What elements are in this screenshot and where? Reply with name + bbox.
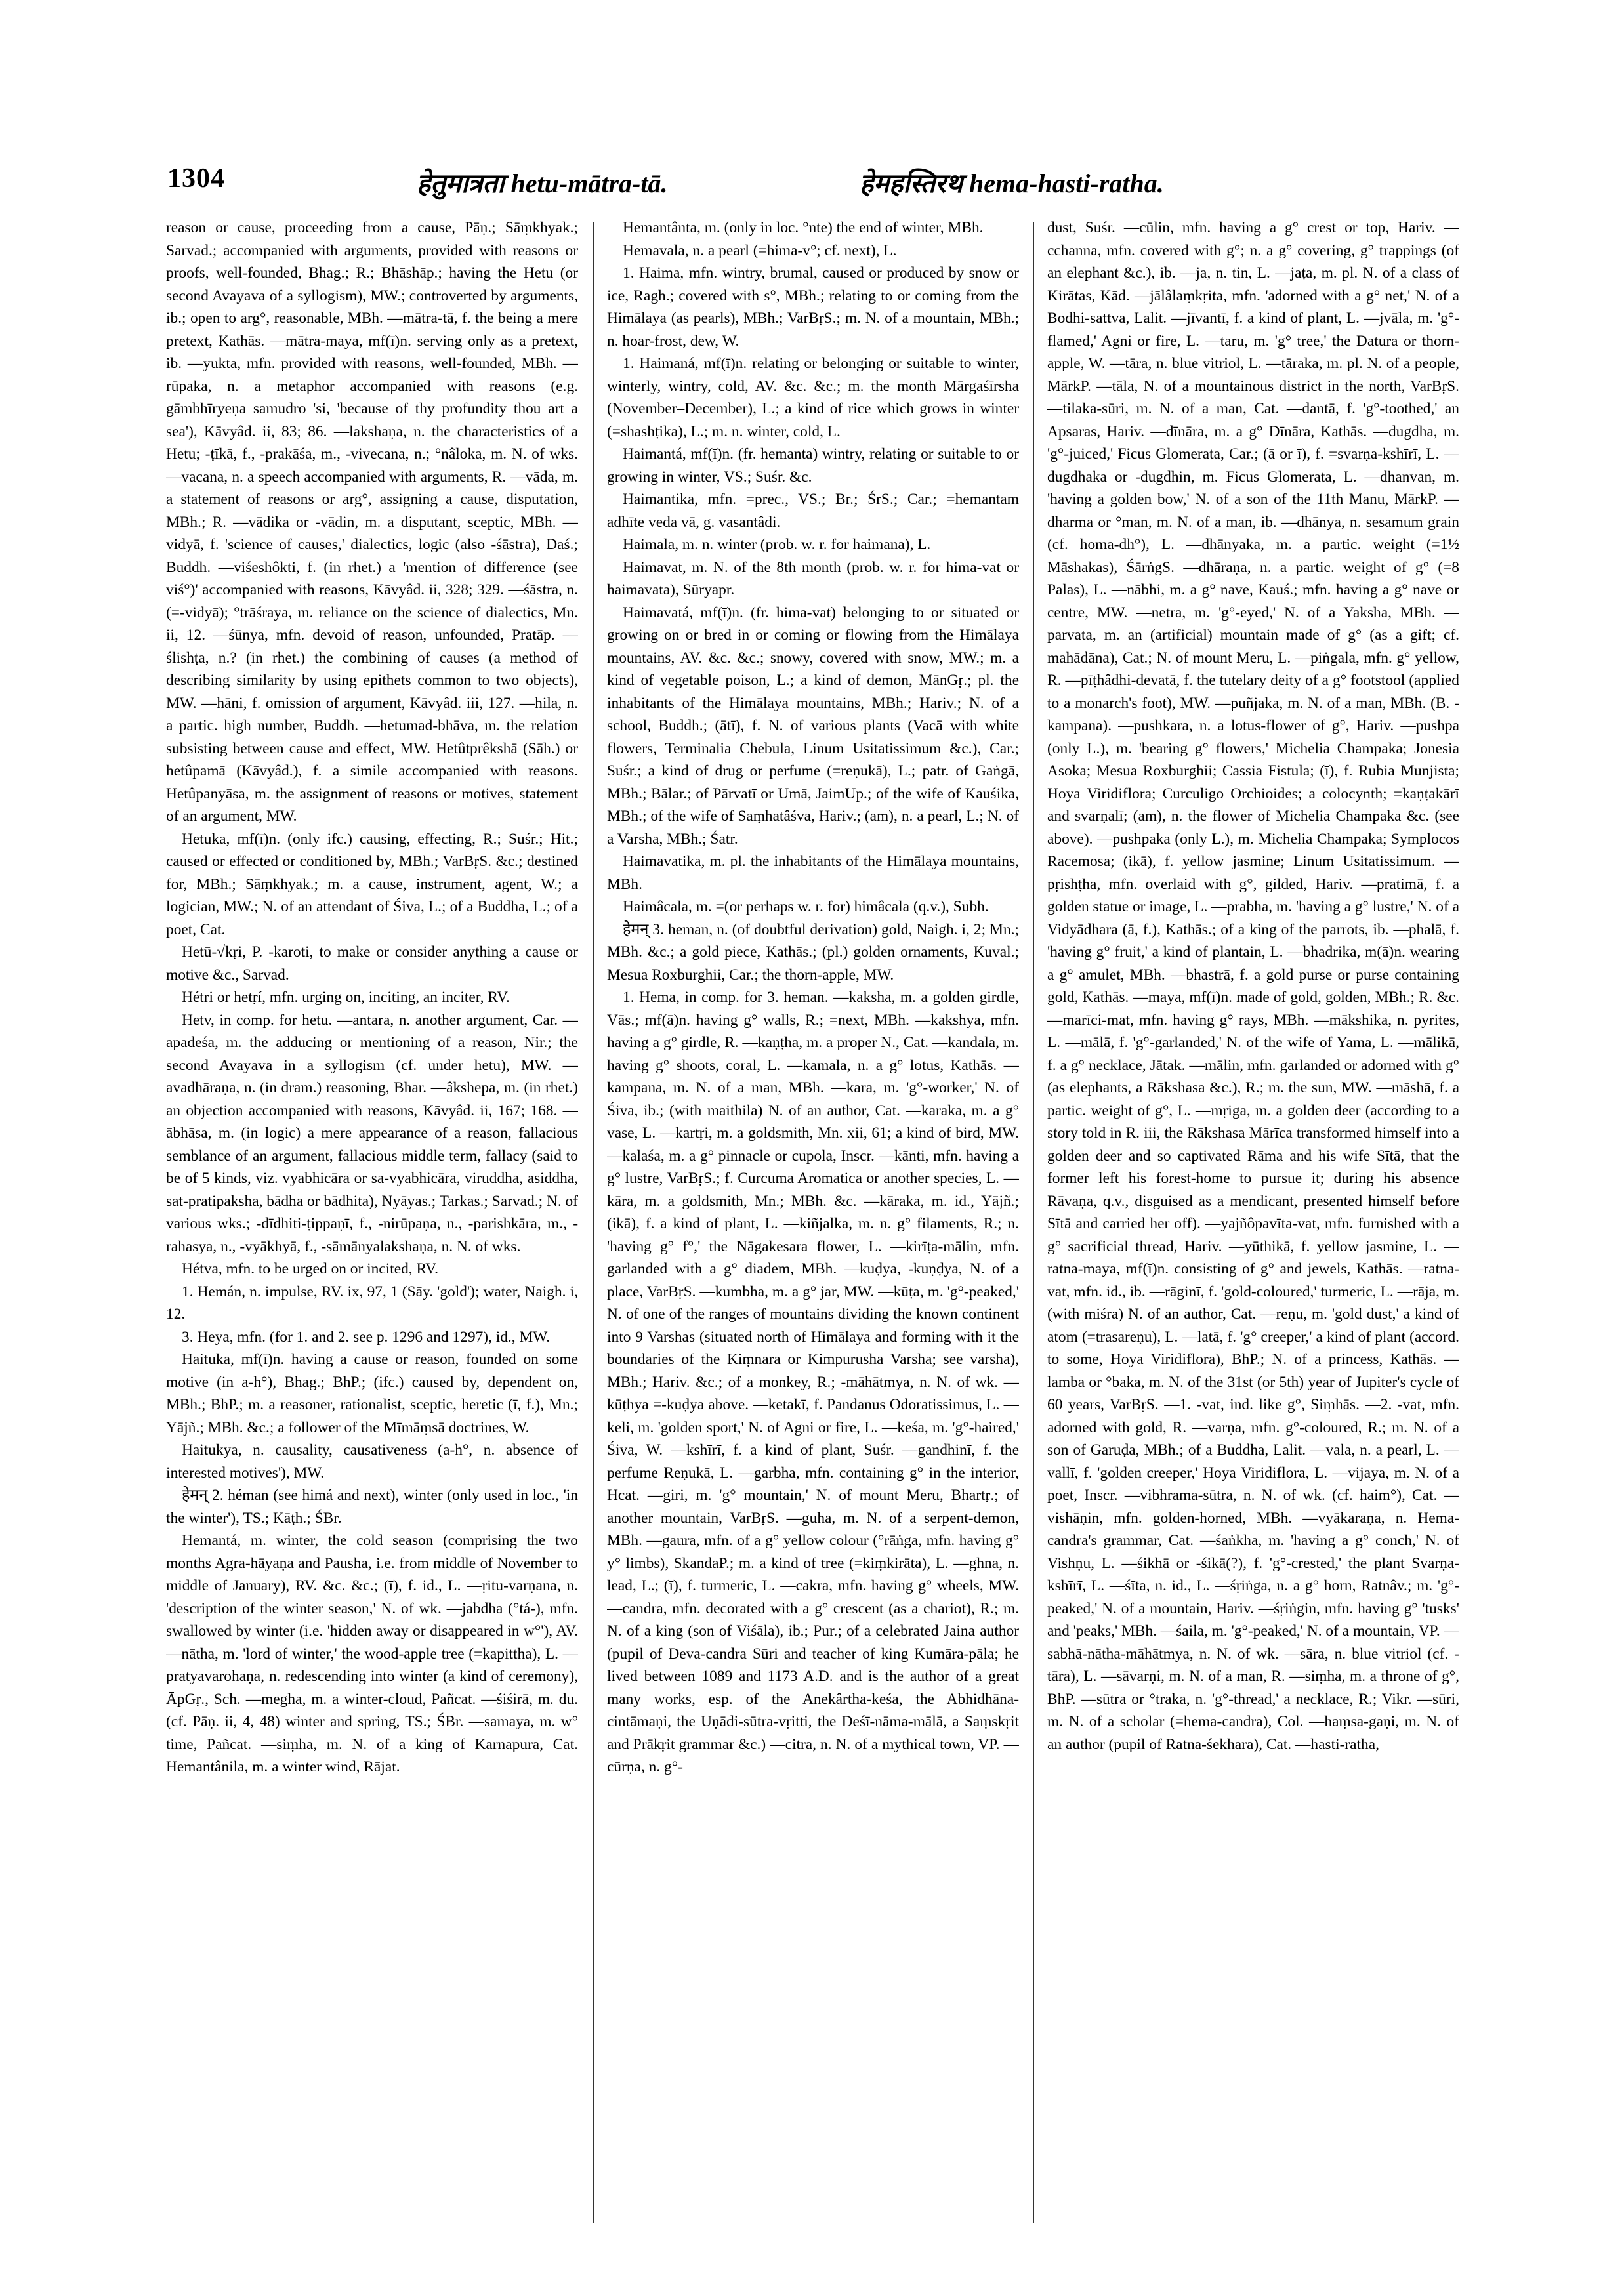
column-2	[607, 217, 1019, 2224]
page-number: 1304	[167, 163, 225, 194]
dictionary-entry: 1. Hemán, n. impulse, RV. ix, 97, 1 (Sāy. 'gold'); water, Naigh. i, 12.	[166, 1283, 578, 1323]
dictionary-entry: dust, Suśr. —cūlin, mfn. having a g° crest or top, Hariv. —cchanna, mfn. covered with g°; n. a g° covering, g° trappings (of an elephant &c.), ib. —ja, n. tin, L. —jaṭa, m. pl. N. of a class of Kirātas, Kād. —jālâlaṃkṛita, mfn. 'adorned with a g° net,' N. of a Bodhi-sattva, Lalit. —jīvantī, f. a kind of plant, L. —jvāla, m. 'g°-flamed,' Agni or fire, L. —taru, m. 'g° tree,' the Datura or thorn-apple, W. —tāra, n. blue vitriol, L. —tāraka, m. pl. N. of a people, MārkP. —tāla, N. of a mountainous district in the north, VarBṛS. —tilaka-sūri, m. N. of a man, Cat. —dantā, f. 'g°-toothed,' an Apsaras, Hariv. —dīnāra, m. a g° Dīnāra, Kathās. —dugdha, m. 'g°-juiced,' Ficus Glomerata, Car.; (ā or ī), f. =svarṇa-kshīrī, L. —dugdhaka or -dugdhin, m. Ficus Glomerata, L. —dhanvan, m. 'having a golden bow,' N. of a son of the 11th Manu, MārkP. —dharma or °man, m. N. of a man, ib. —dhānya, n. sesamum grain (cf. homa-dh°), L. —dhānyaka, m. a partic. weight (=1½ Māshakas), ŚārṅgS. —dhāraṇa, n. a partic. weight of g° (=8 Palas), L. —nābhi, m. a g° nave, Kauś.; mfn. having a g° nave or centre, MW. —netra, m. 'g°-eyed,' N. of a Yaksha, MBh. —parvata, m. an (artificial) mountain made of g° (as a gift; cf. mahādāna), Cat.; N. of mount Meru, L. —piṅgala, mfn. g° yellow, R. —pīṭhâdhi-devatā, f. the tutelary deity of a g° footstool (applied to a monarch's foot), MW. —puñjaka, m. N. of a man, MBh. (B. -kampana). —pushkara, n. a lotus-flower of g°, Hariv. —pushpa (only L.), m. 'bearing g° flowers,' Michelia Champaka; Jonesia Asoka; Mesua Roxburghii; Cassia Fistula; (ī), f. Rubia Munjista; Hoya Viridiflora; Curculigo Orchioides; a colocynth; =kaṇṭakārī and svarṇalī; (am), n. the flower of Michelia Champaka &c. (see above). —pushpaka (only L.), m. Michelia Champaka; Symplocos Racemosa; (ikā), f. yellow jasmine; Linum Usitatissimum. —pṛishṭha, mfn. overlaid with g°, gilded, Hariv. —pratimā, f. a golden statue or image, L. —prabha, m. 'having a g° lustre,' N. of a Vidyādhara (ā, f.), Kathās.; of a king of the parrots, ib. —phalā, f. 'having g° fruit,' a kind of plantain, L. —bhadrika, m(ā)n. wearing a g° amulet, MBh. —bhastrā, f. a gold purse or purse containing gold, Kathās. —maya, mf(ī)n. made of gold, golden, MBh.; R. &c. —marīci-mat, mfn. having g° rays, MBh. —mākshika, n. pyrites, L. —mālā, f. 'g°-garlanded,' N. of the wife of Yama, L. —mālikā, f. a g° necklace, Jātak. —mālin, mfn. garlanded or adorned with g° (as elephants, a Rākshasa &c.), R.; m. the sun, MW. —māshā, f. a partic. weight of g°, L. —mṛiga, m. a golden deer (according to a story told in R. iii, the Rākshasa Mārīca transformed himself into a golden deer and so captivated Rāma and his wife Sītā, that the former left his forest-home to pursue it; during his absence Rāvaṇa, q.v., disguised as a mendicant, presented himself before Sītā and carried her off). —yajñôpavīta-vat, mfn. furnished with a g° sacrificial thread, Hariv. —yūthikā, f. yellow jasmine, L. —ratna-maya, mf(ī)n. consisting of g° and jewels, Kathās. —ratna-vat, mfn. id., ib. —rāginī, f. 'gold-coloured,' turmeric, L. —rāja, m. (with miśra) N. of an author, Cat. —reṇu, m. 'gold dust,' a kind of atom (=trasareṇu), L. —latā, f. 'g° creeper,' a kind of plant (accord. to some, Hoya Viridiflora), BhP.; N. of a princess, Kathās. —lamba or °baka, m. N. of the 31st (or 5th) year of Jupiter's cycle of 60 years, VarBṛS. —1. -vat, ind. like g°, Siṃhās. —2. -vat, mfn. adorned with gold, R. —varṇa, mfn. g°-coloured, R.; m. N. of a son of Garuḍa, MBh.; of a Buddha, Lalit. —vala, n. a pearl, L. —vallī, f. 'golden creeper,' Hoya Viridiflora, L. —vijaya, m. N. of a poet, Inscr. —vibhrama-sūtra, n. N. of wk. (cf. haim°), Cat. —vishāṇin, mfn. golden-horned, MBh. —vyākaraṇa, n. Hema-candra's grammar, Cat. —śaṅkha, m. 'having a g° conch,' N. of Vishṇu, L. —śikhā or -śikā(?), f. 'g°-crested,' the plant Svarṇa-kshīrī, L. —śīta, n. id., L. —śṛiṅga, n. a g° horn, Ratnâv.; m. 'g°-peaked,' N. of a mountain, Hariv. —śṛiṅgin, mfn. having g° 'tusks' and 'peaks,' MBh. —śaila, m. 'g°-peaked,' N. of a mountain, VP. —sabhā-nātha-māhātmya, n. N. of wk. —sāra, n. blue vitriol (cf. -tāra), L. —sāvarṇi, m. N. of a man, R. —siṃha, m. a throne of g°, BhP. —sūtra or °traka, n. 'g°-thread,' a necklace, R.; Vikr. —sūri, m. N. of a scholar (=hema-candra), Col. —haṃsa-gaṇi, m. N. of an author (pupil of Ratna-śekhara), Cat. —hasti-ratha,	[1047, 219, 1459, 1753]
dictionary-entry: Hemantá, m. winter, the cold season (comprising the two months Agra-hāyaṇa and Pausha, i.e. from middle of November to middle of January), RV. &c. &c.; (ī), f. id., L. —ṛitu-varṇana, n. 'description of the winter season,' N. of wk. —jabdha (°tá-), mfn. swallowed by winter (i.e. 'hidden away or disappeared in w°'), AV. —nātha, m. 'lord of winter,' the wood-apple tree (=kapittha), L. —pratyavarohaṇa, n. redescending into winter (a kind of ceremony), ĀpGṛ., Sch. —megha, m. a winter-cloud, Pañcat. —śiśirā, m. du. (cf. Pāṇ. ii, 4, 48) winter and spring, TS.; ŚBr. —samaya, m. w° time, Pañcat. —siṃha, m. N. of a king of Karnapura, Cat. Hemantânila, m. a winter wind, Rājat.	[166, 1532, 578, 1775]
dictionary-entry: 3. Heya, mfn. (for 1. and 2. see p. 1296 and 1297), id., MW.	[182, 1328, 551, 1346]
dictionary-entry: Hetū-√kṛi, P. -karoti, to make or consider anything a cause or motive &c., Sarvad.	[166, 943, 578, 983]
column-3	[1047, 217, 1459, 2224]
dictionary-entry: Haimantika, mfn. =prec., VS.; Br.; ŚrS.; Car.; =hemantam adhīte veda vā, g. vasantâdi.	[607, 491, 1019, 531]
dictionary-entry: 1. Hema, in comp. for 3. heman. —kaksha, m. a golden girdle, Vās.; mf(ā)n. having g° walls, R.; =next, MBh. —kakshya, mfn. having a g° girdle, R. —kaṇṭha, m. a proper N., Cat. —kandala, m. having g° shoots, coral, L. —kamala, n. a g° lotus, Kathās. —kampana, m. N. of a man, MBh. —kara, m. 'g°-worker,' N. of Śiva, ib.; (with maithila) N. of an author, Cat. —karaka, m. a g° vase, L. —kartṛi, m. a goldsmith, Mn. xii, 61; a kind of bird, MW. —kalaśa, m. a g° pinnacle or cupola, Inscr. —kānti, mfn. having a g° lustre, VarBṛS.; f. Curcuma Aromatica or another species, L. —kāra, m. a goldsmith, Mn.; MBh. &c. —kāraka, m. id., Yājñ.; (ikā), f. a kind of plant, L. —kiñjalka, m. n. g° filaments, R.; n. 'having g° f°,' the Nāgakesara flower, L. —kirīṭa-mālin, mfn. garlanded with a g° diadem, MBh. —kuḍya, -kuṇḍya, N. of a place, VarBṛS. —kumbha, m. a g° jar, MW. —kūṭa, m. 'g°-peaked,' N. of one of the ranges of mountains dividing the known continent into 9 Varshas (situated north of Himālaya and forming with it the boundaries of the Kiṃnara or Kimpurusha Varsha; see varsha), MBh.; Hariv. &c.; of a monkey, R.; -māhātmya, n. N. of wk. —kūṭhya =-kuḍya above. —ketakī, f. Pandanus Odoratissimus, L. —keli, m. 'golden sport,' N. of Agni or fire, L. —keśa, m. 'g°-haired,' Śiva, W. —kshīrī, f. a kind of plant, Suśr. —gandhinī, f. the perfume Reṇukā, L. —garbha, mfn. containing g° in the interior, Hcat. —giri, m. 'g° mountain,' N. of mount Meru, Bhartṛ.; of another mountain, VarBṛS. —guha, m. N. of a serpent-demon, MBh. —gaura, mfn. of a g° yellow colour (°rāṅga, mfn. having g° y° limbs), SkandaP.; m. a kind of tree (=kiṃkirāta), L. —ghna, n. lead, L.; (ī), f. turmeric, L. —cakra, mfn. having g° wheels, MW. —candra, mfn. decorated with a g° crescent (as a chariot), R.; m. N. of a king (son of Viśāla), ib.; Pur.; of a celebrated Jaina author (pupil of Deva-candra Sūri and teacher of king Kumāra-pāla; he lived between 1089 and 1173 A.D. and is the author of a great many works, esp. of the Anekârtha-keśa, the Abhidhāna-cintāmaṇi, the Uṇādi-sūtra-vṛitti, the Deśī-nāma-mālā, a Saṃskṛit and Prākṛit grammar &c.) —citra, n. N. of a mythical town, VP. —cūrṇa, n. g°-	[607, 989, 1019, 1775]
dictionary-entry: Hemantânta, m. (only in loc. °nte) the end of winter, MBh.	[623, 219, 984, 236]
dictionary-entry: Haimantá, mf(ī)n. (fr. hemanta) wintry, relating or suitable to or growing in winter, VS.; Suśr. &c.	[607, 445, 1019, 486]
dictionary-entry: Haitukya, n. causality, causativeness (a-h°, n. absence of interested motives'), MW.	[166, 1441, 578, 1481]
dictionary-entry: Haimavat, m. N. of the 8th month (prob. w. r. for hima-vat or haimavata), Sūryapr.	[607, 558, 1019, 598]
dictionary-entry: reason or cause, proceeding from a cause, Pāṇ.; Sāṃkhyak.; Sarvad.; accompanied with arguments, provided with reasons or proofs, well-founded, Bhag.; R.; Bhāshāp.; having the Hetu (or second Avayava of a syllogism), MW.; controverted by arguments, ib.; open to arg°, reasonable, MBh. —mātra-tā, f. the being a mere pretext, Kathās. —mātra-maya, mf(ī)n. serving only as a pretext, ib. —yukta, mfn. provided with reasons, well-founded, MBh. —rūpaka, n. a metaphor accompanied with reasons (e.g. gāmbhīryeṇa samudro 'si, 'because of thy profundity thou art a sea'), Kāvyâd. ii, 83; 86. —lakshaṇa, n. the characteristics of a Hetu; -ṭīkā, f., -prakāśa, m., -vivecana, n.; °nâloka, m. N. of wks. —vacana, n. a speech accompanied with arguments, R. —vāda, m. a statement of reasons or arg°, assigning a cause, disputation, MBh.; R. —vādika or -vādin, m. a disputant, sceptic, MBh. —vidyā, f. 'science of causes,' dialectics, logic (also -śāstra), Daś.; Buddh. —viśeshôkti, f. (in rhet.) a 'mention of difference (see viś°)' accompanied with reasons, Kāvyâd. ii, 328; 329. —śāstra, n. (=-vidyā); °trāśraya, m. reliance on the science of dialectics, Mn. ii, 12. —śūnya, mfn. devoid of reason, unfounded, Pratāp. —ślishṭa, n.? (in rhet.) the combining of causes (a method of describing similarity by using epithets common to two objects), MW. —hāni, f. omission of argument, Kāvyâd. iii, 127. —hila, n. a partic. high number, Buddh. —hetumad-bhāva, m. the relation subsisting between cause and effect, MW. Hetûtprêkshā (Sāh.) or hetûpamā (Kāvyâd.), f. a simile accompanied with reasons. Hetûpanyāsa, m. the assignment of reasons or motives, statement of an argument, MW.	[166, 219, 578, 825]
column-1	[166, 217, 578, 2224]
column-divider	[1033, 222, 1034, 2223]
dictionary-entry: Hemavala, n. a pearl (=hima-v°; cf. next), L.	[623, 241, 897, 259]
dictionary-entry: Hetuka, mf(ī)n. (only ifc.) causing, effecting, R.; Suśr.; Hit.; caused or effected or conditioned by, MBh.; VarBṛS. &c.; destined for, MBh.; Sāṃkhyak.; m. a cause, instrument, agent, W.; a logician, MW.; N. of an attendant of Śiva, L.; of a Buddha, L.; of a poet, Cat.	[166, 830, 578, 938]
page-header	[167, 163, 1457, 215]
dictionary-entry: Haimavatá, mf(ī)n. (fr. hima-vat) belonging to or situated or growing on or bred in or coming or flowing from the Himālaya mountains, AV. &c. &c.; snowy, covered with snow, MW.; m. a kind of vegetable poison, L.; a kind of demon, MānGṛ.; pl. the inhabitants of the Himālaya mountains, MBh.; Hariv.; N. of a school, Buddh.; (ātī), f. N. of various plants (Vacā with white flowers, Terminalia Chebula, Linum Usitatissimum &c.), Car.; Suśr.; a kind of drug or perfume (=reṇukā), L.; patr. of Gaṅgā, MBh.; Bālar.; of Pārvatī or Umā, JaimUp.; of the wife of Kauśika, MBh.; of the wife of Saṃhatâśva, Hariv.; (am), n. a pearl, L.; N. of a Varsha, MBh.; Śatr.	[607, 604, 1019, 848]
dictionary-entry: Haimavatika, m. pl. the inhabitants of the Himālaya mountains, MBh.	[607, 853, 1019, 893]
dictionary-entry: Haimâcala, m. =(or perhaps w. r. for) himâcala (q.v.), Subh.	[623, 898, 989, 915]
dictionary-entry: हेमन् 2. héman (see himá and next), winter (only used in loc., 'in the winter'), TS.; Kāṭh.; ŚBr.	[166, 1487, 578, 1527]
column-divider	[593, 222, 594, 2223]
dictionary-entry: Hetv, in comp. for hetu. —antara, n. another argument, Car. —apadeśa, m. the adducing or mentioning of a reason, Nir.; the second Avayava in a syllogism (cf. under hetu), MW. —avadhāraṇa, n. (in dram.) reasoning, Bhar. —âkshepa, m. (in rhet.) an objection accompanied with reasons, Kāvyâd. ii, 167; 168. —ābhāsa, m. (in logic) a mere appearance of a reason, fallacious semblance of an argument, fallacious middle term, fallacy (said to be of 5 kinds, viz. vyabhicāra or sa-vyabhicāra, viruddha, asiddha, sat-pratipaksha, bādha or bādhita), Nyāyas.; Tarkas.; Sarvad.; N. of various wks.; -dīdhiti-ṭippaṇī, f., -nirūpaṇa, n., -parishkāra, m., -rahasya, n., -vyākhyā, f., -sāmānyalakshaṇa, n. N. of wks.	[166, 1011, 578, 1255]
dictionary-entry: हेमन् 3. heman, n. (of doubtful derivation) gold, Naigh. i, 2; Mn.; MBh. &c.; a gold piece, Kathās.; (pl.) golden ornaments, Kuval.; Mesua Roxburghii, Car.; the thorn-apple, MW.	[607, 920, 1019, 983]
right-guide-word: हेमहस्तिरथ hema-hasti-ratha.	[860, 169, 1164, 198]
dictionary-entry: 1. Haima, mfn. wintry, brumal, caused or produced by snow or ice, Ragh.; covered with s°, MBh.; relating to or coming from the Himālaya (as pearls), MBh.; VarBṛS.; m. N. of a mountain, MBh.; n. hoar-frost, dew, W.	[607, 264, 1019, 350]
left-guide-word: हेतुमात्रता hetu-mātra-tā.	[417, 169, 668, 198]
dictionary-entry: 1. Haimaná, mf(ī)n. relating or belonging or suitable to winter, winterly, wintry, cold, AV. &c. &c.; m. the month Mārgaśīrsha (November–December), L.; a kind of rice which grows in winter (=shashṭika), L.; m. n. winter, cold, L.	[607, 355, 1019, 440]
dictionary-entry: Hétva, mfn. to be urged on or incited, RV.	[182, 1260, 438, 1277]
dictionary-entry: Haimala, m. n. winter (prob. w. r. for haimana), L.	[623, 536, 931, 553]
dictionary-entry: Haituka, mf(ī)n. having a cause or reason, founded on some motive (in a-h°), Bhag.; BhP.; (ifc.) caused by, dependent on, MBh.; BhP.; m. a reasoner, rationalist, sceptic, heretic (ī, f.), Mn.; Yājñ.; MBh. &c.; a follower of the Mīmāṃsā doctrines, W.	[166, 1351, 578, 1436]
dictionary-entry: Hétri or hetṛí, mfn. urging on, inciting, an inciter, RV.	[182, 989, 510, 1006]
